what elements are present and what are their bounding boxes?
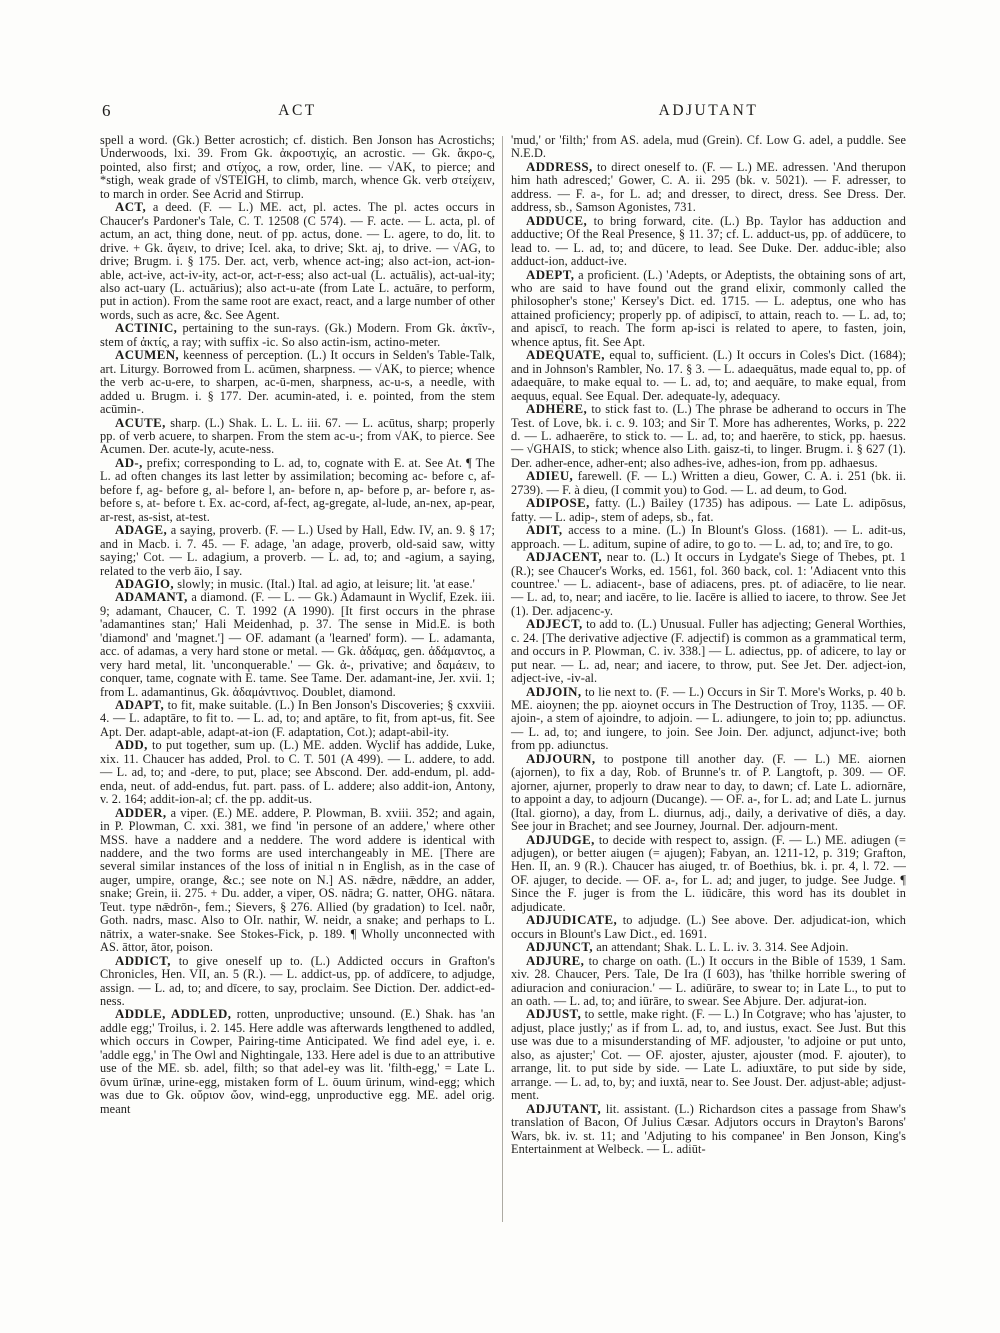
entry-headword: ADJACENT, bbox=[526, 550, 603, 565]
entry-paragraph: spell a word. (Gk.) Better acrostich; cf. distich. Ben Jonson has Acrostichs; Underwoods, lxi. 39. From Gk. ἀκροστιχίς, an acrostic. — Gk. ἄκρο-ς, pointed, also first; and στίχος, a row, order, line. — √AK, to pierce; and *stigh, weak grade of √STEIGH, to climb, march, whence Gk. verb στείχειν, to march in order. See Acrid and Stirrup. bbox=[100, 133, 495, 201]
entry-paragraph: ADJUDGE, to decide with respect to, assign. (F. — L.) ME. adiugen (= adjugen), or better aiugen (= ajugen); Fabyan, an. 1211-12, p. 319; Grafton, Hen. II, an. 9 (R.). Chaucer has aiuged, tr. of Boethius, bk. i. pr. 4, l. 72. — OF. ajuger, to decide. — OF. a-, for L. ad; and juger, to judge. See Judge. ¶ Since the F. juger is from the L. iūdicāre, this word has its doublet in adjudicate. bbox=[511, 832, 906, 914]
right-column bbox=[511, 134, 906, 1156]
entry-headword: ACTINIC, bbox=[115, 321, 178, 336]
entry-paragraph: ADJUTANT, lit. assistant. (L.) Richardson cites a passage from Shaw's translation of Bacon, Of Julius Cæsar. Adjutors occurs in Drayton's Barons' Wars, bk. iv. st. 11; and 'Adjuting to his companee' in Ben Jonson, King's Entertainment at Welbeck. — L. adiūt- bbox=[511, 1101, 906, 1156]
entry-paragraph: ADDICT, to give oneself up to. (L.) Addicted occurs in Grafton's Chronicles, Hen. VII, an. 5 (R.). — L. addict-us, pp. of addīcere, to adjudge, assign. — L. ad, to; and dīcere, to say, proclaim. See Diction. Der. addict-ed-ness. bbox=[100, 953, 495, 1008]
entry-paragraph: ADAGE, a saying, proverb. (F. — L.) Used by Hall, Edw. IV, an. 9. § 17; and in Macb. i. 7. 45. — F. adage, 'an adage, proverb, old-said saw, witty saying;' Cot. — L. adagium, a proverb. — L. ad, to; and -agium, a saying, related to the verb āio, I say. bbox=[100, 523, 495, 578]
entry-paragraph: ADJURE, to charge on oath. (L.) It occurs in the Bible of 1539, 1 Sam. xiv. 28. Chaucer, Pers. Tale, De Ira (I 603), has 'thilke horrible swering of adiuracion and coniuracion.' — L. adiūrāre, to swear to; in Late L., to put to an oath. — L. ad, to; and iūrāre, to swear. See Abjure. Der. adjurat-ion. bbox=[511, 953, 906, 1008]
entry-paragraph: ACTINIC, pertaining to the sun-rays. (Gk.) Modern. From Gk. ἀκτῖν-, stem of ἀκτίς, a ray; with suffix -ic. So also actin-ism, actino-meter. bbox=[100, 321, 495, 349]
entry-paragraph: ADJOURN, to postpone till another day. (F. — L.) ME. aiornen (ajornen), to fix a day, Rob. of Brunne's tr. of P. Langtoft, p. 309. — OF. ajorner, ajurner, properly to draw near to day, to dawn; cf. Late L. adiornāre, to appoint a day, to adjourn (Ducange). — OF. a-, for L. ad; and Late L. jurnus (Ital. giorno), a day, from L. diurnus, adj., daily, a derivative of diēs, a day. See jour in Brachet; and see Journey, Journal. Der. adjourn-ment. bbox=[511, 751, 906, 834]
entry-paragraph: ADIEU, farewell. (F. — L.) Written a dieu, Gower, C. A. i. 251 (bk. ii. 2739). — F. à dieu, (I commit you) to God. — L. ad deum, to God. bbox=[511, 469, 906, 497]
entry-paragraph: 'mud,' or 'filth;' from AS. adela, mud (Grein). Cf. Low G. adel, a puddle. See N.E.D. bbox=[511, 133, 906, 161]
entry-headword: ADJUDICATE, bbox=[526, 913, 618, 928]
entry-paragraph: ADEPT, a proficient. (L.) 'Adepts, or Adeptists, the obtaining sons of art, who are said to have found out the grand elixir, commonly called the philosopher's stone;' Kersey's Dict. ed. 1715. — L. adeptus, one who has attained proficiency; properly pp. of adipiscī, to attain, reach to. — L. ad, to; and apiscī, to reach. The form ap-isci is related to apere, to fasten, join, whence aptus, fit. See Apt. bbox=[511, 267, 906, 349]
entry-headword: ADJUTANT, bbox=[526, 1101, 602, 1116]
entry-headword: ADAPT, bbox=[115, 698, 165, 713]
entry-headword: AD-, bbox=[115, 455, 143, 470]
running-header bbox=[100, 101, 906, 125]
entry-paragraph: AD-, prefix; corresponding to L. ad, to, cognate with E. at. See At. ¶ The L. ad often changes its last letter by assimilation; becoming ac- before c, af- before f, ag- before g, al- before l, an- before n, ap- before p, ar- before r, as- before s, at- before t. Ex. ac-cord, af-fect, ag-gregate, al-lude, an-nex, ap-pear, ar-rest, as-sist, at-test. bbox=[100, 455, 495, 524]
entry-headword: ADIPOSE, bbox=[526, 496, 590, 511]
running-head-left: ACT bbox=[278, 102, 317, 119]
entry-paragraph: ADJACENT, near to. (L.) It occurs in Lydgate's Siege of Thebes, pt. 1 (R.); see Chaucer's Works, ed. 1561, fol. 360 back, col. 1: 'Adiacent vnto this countree.' — L. adiacent-, base of adiacens, pres. pt. of adiacēre, to lie near. — L. ad, to, near; and iacēre, to lie. Iacēre is allied to iacere, to throw. See Jet (1). Der. adjacenc-y. bbox=[511, 550, 906, 618]
entry-headword: ACUTE, bbox=[115, 415, 166, 430]
entry-headword: ADEPT, bbox=[526, 267, 575, 282]
entry-paragraph: ADDER, a viper. (E.) ME. addere, P. Plowman, B. xviii. 352; and again, in P. Plowman, C. xxi. 381, we find 'in persone of an addere,' where other MSS. have a naddere and a neddere. The word addere is identical with naddere, and the two forms are used interchangeably in ME. [There are several similar instances of the loss of initial n in English, as in the case of auger, umpire, orange, &c.; see note on N.] AS. nǣdre, nǣddre, an adder, snake; Grein, ii. 275. + Du. adder, a viper, OS. nādra; G. natter, OHG. nātara. Teut. type nǣdrōn-, fem.; Sievers, § 276. Allied (by gradation) to Icel. naðr, Goth. nadrs, masc. Also to OIr. nathir, W. neidr, a snake; and perhaps to L. nātrix, a water-snake. See Stokes-Fick, p. 189. ¶ Wholly unconnected with AS. āttor, ātor, poison. bbox=[100, 805, 495, 955]
entry-headword: ADAMANT, bbox=[115, 590, 188, 605]
column-divider bbox=[502, 136, 503, 1222]
entry-headword: ADJUST, bbox=[526, 1007, 582, 1022]
entry-paragraph: ACT, a deed. (F. — L.) ME. act, pl. actes. The pl. actes occurs in Chaucer's Pardoner's Tale, C. T. 12508 (C 574). — F. acte. — L. acta, pl. of actum, an act, thing done, neut. of pp. actus, done. — L. agere, to do, lit. to drive. + Gk. ἄγειν, to drive; Icel. aka, to drive; Skt. aj, to drive. — √AG, to drive; Brugm. i. § 175. Der. act, verb, whence act-ing; also act-ion, act-ion-able, act-ive, act-iv-ity, act-or, act-r-ess; also act-ual (L. actuālis), act-ual-ity; also act-uary (L. actuārius); also act-u-ate (from Late L. actuāre, to perform, put in action). From the same root are exact, react, and a large number of other words, such as acre, &c. See Agent. bbox=[100, 200, 495, 322]
entry-headword: ADDER, bbox=[115, 805, 167, 820]
entry-headword: ADIEU, bbox=[526, 469, 574, 484]
entry-headword: ACT, bbox=[115, 200, 147, 215]
entry-paragraph: ACUMEN, keenness of perception. (L.) It occurs in Selden's Table-Talk, art. Liturgy. Borrowed from L. acūmen, sharpness. — √AK, to pierce; whence the verb ac-u-ere, to sharpen, ac-ū-men, sharpness, ac-u-s, a needle, with added u. Brugm. i. § 177. Der. acumin-ated, i. e. pointed, from the stem acūmin-. bbox=[100, 348, 495, 417]
entry-headword: ADJOURN, bbox=[526, 751, 596, 766]
entry-headword: ADJECT, bbox=[526, 617, 583, 632]
entry-headword: ADDLE, ADDLED, bbox=[115, 1007, 232, 1022]
entry-paragraph: ADJUST, to settle, make right. (F. — L.) In Cotgrave; who has 'ajuster, to adjust, place justly;' as if from L. ad, to, and iustus, exact. See Just. But this use was due to a misunderstanding of MF. adjouster, 'to adjoine or put unto, also, as ajuster;' Cot. — OF. ajoster, ajuster, ajouster (mod. F. ajouter), to arrange, lit. to put side by side. — Late L. adiuxtāre, to put side by side, arrange. — L. ad, to, by; and iuxtā, near to. See Joust. Der. adjust-able; adjust-ment. bbox=[511, 1007, 906, 1103]
entry-headword: ACUMEN, bbox=[115, 348, 180, 363]
entry-headword: ADDICT, bbox=[115, 953, 171, 968]
entry-paragraph: ADDLE, ADDLED, rotten, unproductive; unsound. (E.) Shak. has 'an addle egg;' Troilus, i. 2. 145. Here addle was afterwards lengthened to addled, which occurs in Cowper, Pairing-time Anticipated. We find adel eye, i. e. 'addle egg,' in The Owl and Nightingale, 133. Here adel is due to an attributive use of the ME. sb. adel, filth; so that adel-ey was lit. 'filth-egg,' = Late L. ōvum ūrīnæ, urine-egg, mistaken form of L. ōuum ūrinum, wind-egg; which was due to Gk. οὔριον ὤον, wind-egg, unproductive egg. ME. adel orig. meant bbox=[100, 1007, 496, 1116]
entry-paragraph: ADAGIO, slowly; in music. (Ital.) Ital. ad agio, at leisure; lit. 'at ease.' bbox=[115, 576, 475, 591]
entry-headword: ADAGE, bbox=[115, 523, 168, 538]
entry-paragraph: ADIPOSE, fatty. (L.) Bailey (1735) has adipous. — Late L. adipōsus, fatty. — L. adip-, stem of adeps, sb., fat. bbox=[511, 496, 906, 524]
entry-headword: ADD, bbox=[115, 738, 148, 753]
entry-paragraph: ADIT, access to a mine. (L.) In Blount's Gloss. (1681). — L. adit-us, approach. — L. aditum, supine of adire, to go to. — L. ad, to; and īre, to go. bbox=[511, 523, 906, 551]
left-column bbox=[100, 134, 495, 1116]
entry-headword: ADJUNCT, bbox=[526, 940, 594, 955]
entry-headword: ADDUCE, bbox=[526, 213, 588, 228]
entry-paragraph: ADJUDICATE, to adjudge. (L.) See above. Der. adjudicat-ion, which occurs in Blount's Law Dict., ed. 1691. bbox=[511, 913, 906, 941]
entry-paragraph: ADAPT, to fit, make suitable. (L.) In Ben Jonson's Discoveries; § cxxviii. 4. — L. adaptāre, to fit to. — L. ad, to; and aptāre, to fit, from apt-us, fit. See Apt. Der. adapt-able, adapt-at-ion (F. adaptation, Cot.); adapt-abil-ity. bbox=[100, 698, 495, 739]
entry-headword: ADEQUATE, bbox=[526, 348, 605, 363]
entry-headword: ADJURE, bbox=[526, 953, 585, 968]
entry-paragraph: ADEQUATE, equal to, sufficient. (L.) It occurs in Coles's Dict. (1684); and in Johnson's Rambler, No. 17. § 3. — L. adaequātus, made equal to, pp. of adaequāre, to make equal to. — L. ad, to; and aequāre, to make equal, from aequus, equal. See Equal. Der. adequate-ly, adequacy. bbox=[511, 348, 906, 403]
entry-paragraph: ADD, to put together, sum up. (L.) ME. adden. Wyclif has addide, Luke, xix. 11. Chaucer has added, Prol. to C. T. 501 (A 499). — L. addere, to add. — L. ad, to; and -dere, to put, place; see Abscond. Der. add-endum, pl. add-enda, neut. of add-endus, fut. part. pass. of L. addere; also addit-ion, Antony, v. 2. 164; addit-ion-al; cf. the pp. addit-us. bbox=[100, 738, 495, 807]
entry-paragraph: ADJUNCT, an attendant; Shak. L. L. L. iv. 3. 314. See Adjoin. bbox=[526, 940, 849, 955]
running-head-right: ADJUTANT bbox=[658, 102, 759, 119]
page-number: 6 bbox=[102, 101, 111, 120]
entry-paragraph: ADJECT, to add to. (L.) Unusual. Fuller has adjecting; General Worthies, c. 24. [The derivative adjective (F. adjectif) is common as a grammatical term, and occurs in P. Plowman, C. iv. 338.] — L. adiectus, pp. of adicere, to lay or put near. — L. ad, near; and iacere, to throw, put. See Jet. Der. adject-ion, adject-ive, -iv-al. bbox=[511, 617, 906, 686]
entry-headword: ADIT, bbox=[526, 523, 563, 538]
entry-paragraph: ADJOIN, to lie next to. (F. — L.) Occurs in Sir T. More's Works, p. 40 b. ME. aioynen; the pp. aioynet occurs in The Destruction of Troy, 1135. — OF. ajoin-, a stem of ajoindre, to adjoin. — L. adiungere, to join to; pp. adiunctus. — L. ad, to; and iungere, to join. See Join. Der. adjunct, adjunct-ive; both from pp. adiunctus. bbox=[511, 684, 906, 753]
entry-headword: ADDRESS, bbox=[526, 159, 593, 174]
entry-headword: ADAGIO, bbox=[115, 576, 175, 591]
entry-headword: ADJOIN, bbox=[526, 684, 582, 699]
entry-headword: ADJUDGE, bbox=[526, 832, 595, 847]
entry-paragraph: ADHERE, to stick fast to. (L.) The phrase be adherand to occurs in The Test. of Love, bk. i. c. 9. 103; and Sir T. More has adherentes, Works, p. 222 d. — L. adhaerēre, to stick to. — L. ad, to; and haerēre, to stick, pp. haesus. — √GHAIS, to stick; whence also Lith. gaisz-ti, to linger. Brugm. i. § 627 (1). Der. adher-ence, adher-ent; also adhes-ive, adhes-ion, from pp. adhaesus. bbox=[511, 402, 906, 470]
entry-headword: ADHERE, bbox=[526, 402, 588, 417]
entry-paragraph: ADAMANT, a diamond. (F. — L. — Gk.) Adamaunt in Wyclif, Ezek. iii. 9; adamant, Chaucer, C. T. 1992 (A 1990). [It first occurs in the phrase 'adamantines stan;' Hali Meidenhad, p. 37. The sense in Mid.E. is both 'diamond' and 'magnet.'] — OF. adamant (a 'learned' form). — L. adamanta, acc. of adamas, a very hard stone or metal. — Gk. ἀδάμας, gen. ἀδάμαντος, a very hard metal, lit. 'unconquerable.' — Gk. ἀ-, privative; and δαμάειν, to conquer, tame, cognate with E. tame. See Tame. Der. adamant-ine, Jer. xvii. 1; from L. adamantinus, Gk. ἀδαμάντινος. Doublet, diamond. bbox=[100, 590, 495, 699]
entry-paragraph: ACUTE, sharp. (L.) Shak. L. L. L. iii. 67. — L. acūtus, sharp; properly pp. of verb acuere, to sharpen. From the stem ac-u-; from √AK, to pierce. See Acumen. Der. acute-ly, acute-ness. bbox=[100, 415, 495, 457]
entry-paragraph: ADDRESS, to direct oneself to. (F. — L.) ME. adressen. 'And therupon him hath adresced;' Gower, C. A. ii. 295 (bk. v. 5021). — F. adresser, to address. — F. a-, for L. ad; and dresser, to direct, dress. See Dress. Der. address, sb., Samson Agonistes, 731. bbox=[511, 159, 906, 215]
entry-paragraph: ADDUCE, to bring forward, cite. (L.) Bp. Taylor has adduction and adductive; Of the Real Presence, § 11. 37; cf. L. adduct-us, pp. of addūcere, to lead to. — L. ad, to; and dūcere, to lead. See Duke. Der. adduc-ible; also adduct-ion, adduct-ive. bbox=[511, 213, 906, 269]
